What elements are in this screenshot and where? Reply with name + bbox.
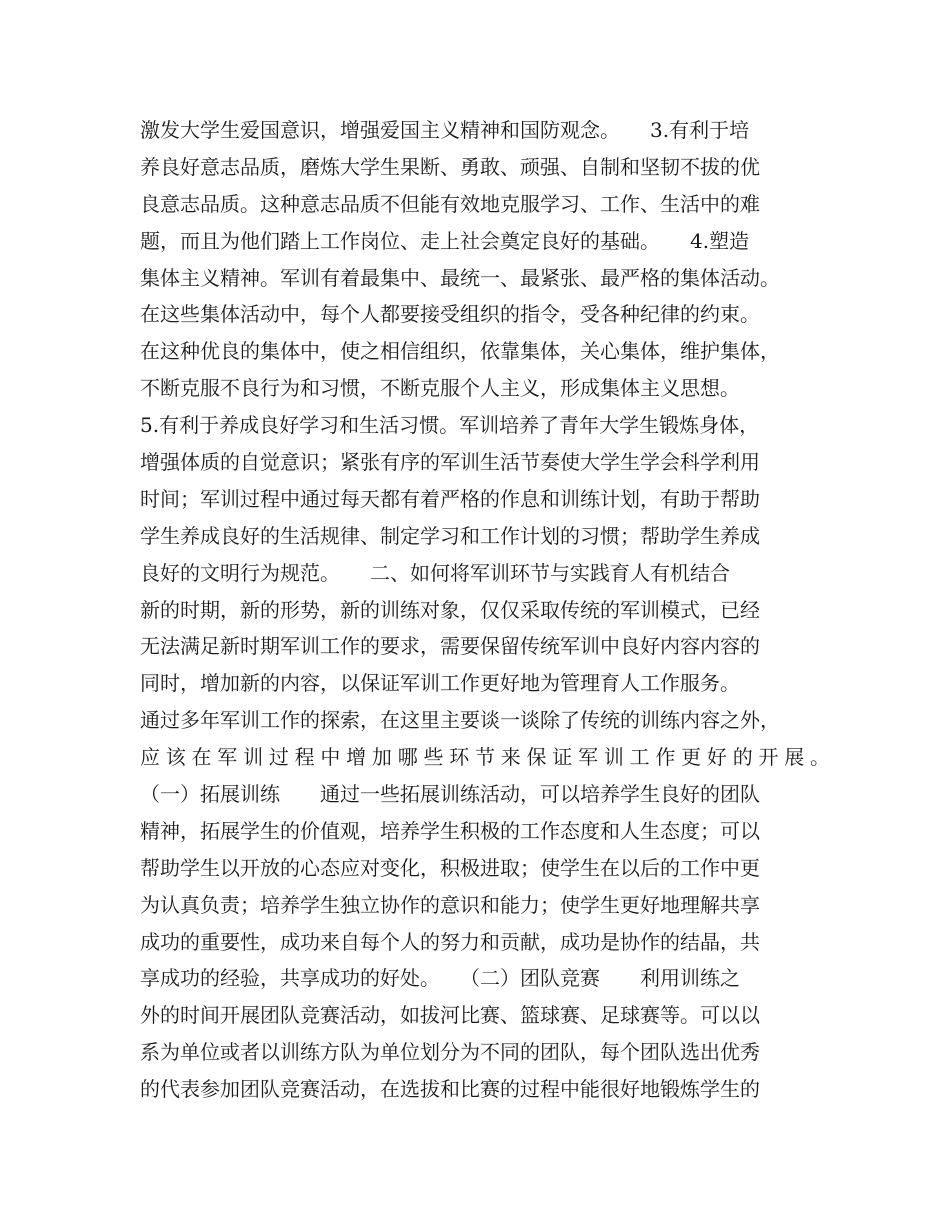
text-line: 在这种优良的集体中，使之相信组织，依靠集体，关心集体，维护集体， xyxy=(140,339,780,364)
text-line: 新的时期，新的形势，新的训练对象，仅仅采取传统的军训模式，已经 xyxy=(140,597,760,622)
text-line: 增强体质的自觉意识；紧张有序的军训生活节奏使大学生学会科学利用 xyxy=(140,450,760,475)
text-line: 应该在军训过程中增加哪些环节来保证军训工作更好的开展。 xyxy=(140,745,830,770)
text-line: 激发大学生爱国意识，增强爱国主义精神和国防观念。 3.有利于培 xyxy=(140,118,750,142)
text-line: 不断克服不良行为和习惯，不断克服个人主义，形成集体主义思想。 xyxy=(140,376,740,401)
text-line: 养良好意志品质，磨炼大学生果断、勇敢、顽强、自制和坚韧不拔的优 xyxy=(140,154,760,179)
text-line: 外的时间开展团队竞赛活动，如拔河比赛、篮球赛、足球赛等。可以以 xyxy=(140,1003,760,1028)
text-line: 无法满足新时期军训工作的要求，需要保留传统军训中良好内容内容的 xyxy=(140,634,760,659)
text-line: 题，而且为他们踏上工作岗位、走上社会奠定良好的基础。 4.塑造 xyxy=(140,228,750,253)
text-line: 为认真负责；培养学生独立协作的意识和能力；使学生更好地理解共享 xyxy=(140,892,760,917)
text-line: 集体主义精神。军训有着最集中、最统一、最紧张、最严格的集体活动。 xyxy=(140,265,780,290)
text-line: 成功的重要性，成功来自每个人的努力和贡献，成功是协作的结晶，共 xyxy=(140,929,760,954)
text-line: 的代表参加团队竞赛活动，在选拔和比赛的过程中能很好地锻炼学生的 xyxy=(140,1077,760,1102)
text-line: （一）拓展训练 通过一些拓展训练活动，可以培养学生良好的团队 xyxy=(140,782,760,807)
text-line: 在这些集体活动中，每个人都要接受组织的指令，受各种纪律的约束。 xyxy=(140,302,760,327)
text-line: 良好的文明行为规范。 二、如何将军训环节与实践育人有机结合 xyxy=(140,560,730,585)
text-line: 享成功的经验，共享成功的好处。 （二）团队竞赛 利用训练之 xyxy=(140,966,740,991)
text-line: 5.有利于养成良好学习和生活习惯。军训培养了青年大学生锻炼身体， xyxy=(140,413,760,438)
text-line: 精神，拓展学生的价值观，培养学生积极的工作态度和人生态度；可以 xyxy=(140,818,760,843)
text-line: 同时，增加新的内容，以保证军训工作更好地为管理育人工作服务。 xyxy=(140,671,740,696)
text-line: 学生养成良好的生活规律、制定学习和工作计划的习惯；帮助学生养成 xyxy=(140,523,760,548)
text-line: 通过多年军训工作的探索，在这里主要谈一谈除了传统的训练内容之外， xyxy=(140,708,780,733)
body-text xyxy=(140,112,830,1108)
text-line: 帮助学生以开放的心态应对变化，积极进取；使学生在以后的工作中更 xyxy=(140,855,760,880)
text-line: 系为单位或者以训练方队为单位划分为不同的团队，每个团队选出优秀 xyxy=(140,1040,760,1065)
text-line: 时间；军训过程中通过每天都有着严格的作息和训练计划，有助于帮助 xyxy=(140,486,760,511)
text-line: 良意志品质。这种意志品质不但能有效地克服学习、工作、生活中的难 xyxy=(140,191,760,216)
